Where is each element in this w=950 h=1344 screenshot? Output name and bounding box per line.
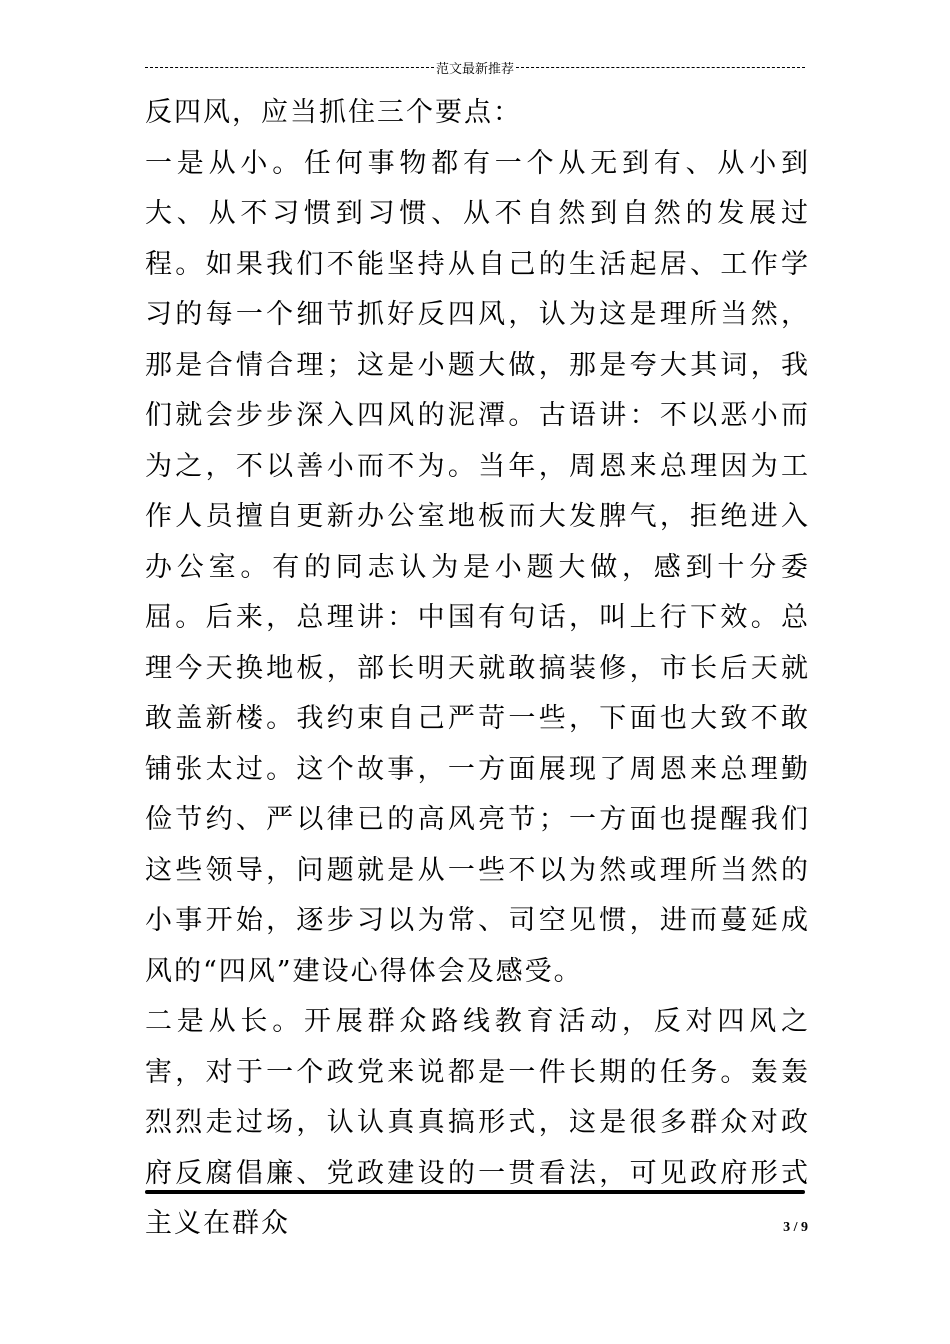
paragraph-point-one: 一是从小。任何事物都有一个从无到有、从小到大、从不习惯到习惯、从不自然到自然的发展过程。如果我们不能坚持从自己的生活起居、工作学习的每一个细节抓好反四风，认为这是理所当然，那是合情合理；这是小题大做，那是夸大其词，我们就会步步深入四风的泥潭。古语讲：不以恶小而为之，不以善小而不为。当年，周恩来总理因为工作人员擅自更新办公室地板而大发脾气，拒绝进入办公室。有的同志认为是小题大做，感到十分委屈。后来，总理讲：中国有句话，叫上行下效。总理今天换地板，部长明天就敢搞装修，市长后天就敢盖新楼。我约束自己严苛一些，下面也大致不敢铺张太过。这个故事，一方面展现了周恩来总理勤俭节约、严以律已的高风亮节；一方面也提醒我们这些领导，问题就是从一些不以为然或理所当然的小事开始，逐步习以为常、司空见惯，进而蔓延成风的“四风”建设心得体会及感受。 xyxy=(145,147,810,987)
document-body xyxy=(145,88,810,1250)
paragraph-point-two: 二是从长。开展群众路线教育活动，反对四风之害，对于一个政党来说都是一件长期的任务。轰轰烈烈走过场，认认真真搞形式，这是很多群众对政府反腐倡廉、党政建设的一贯看法，可见政府形式主义在群众 xyxy=(145,1006,810,1239)
header-dashed-line-left xyxy=(145,67,434,68)
paragraph-intro: 反四风，应当抓住三个要点： xyxy=(145,97,522,128)
footer-rule xyxy=(145,1190,805,1194)
header-label: 范文最新推荐 xyxy=(436,61,515,77)
page-header xyxy=(145,57,805,77)
page-number: 3 / 9 xyxy=(783,1220,808,1235)
header-dashed-line-right xyxy=(516,67,805,68)
